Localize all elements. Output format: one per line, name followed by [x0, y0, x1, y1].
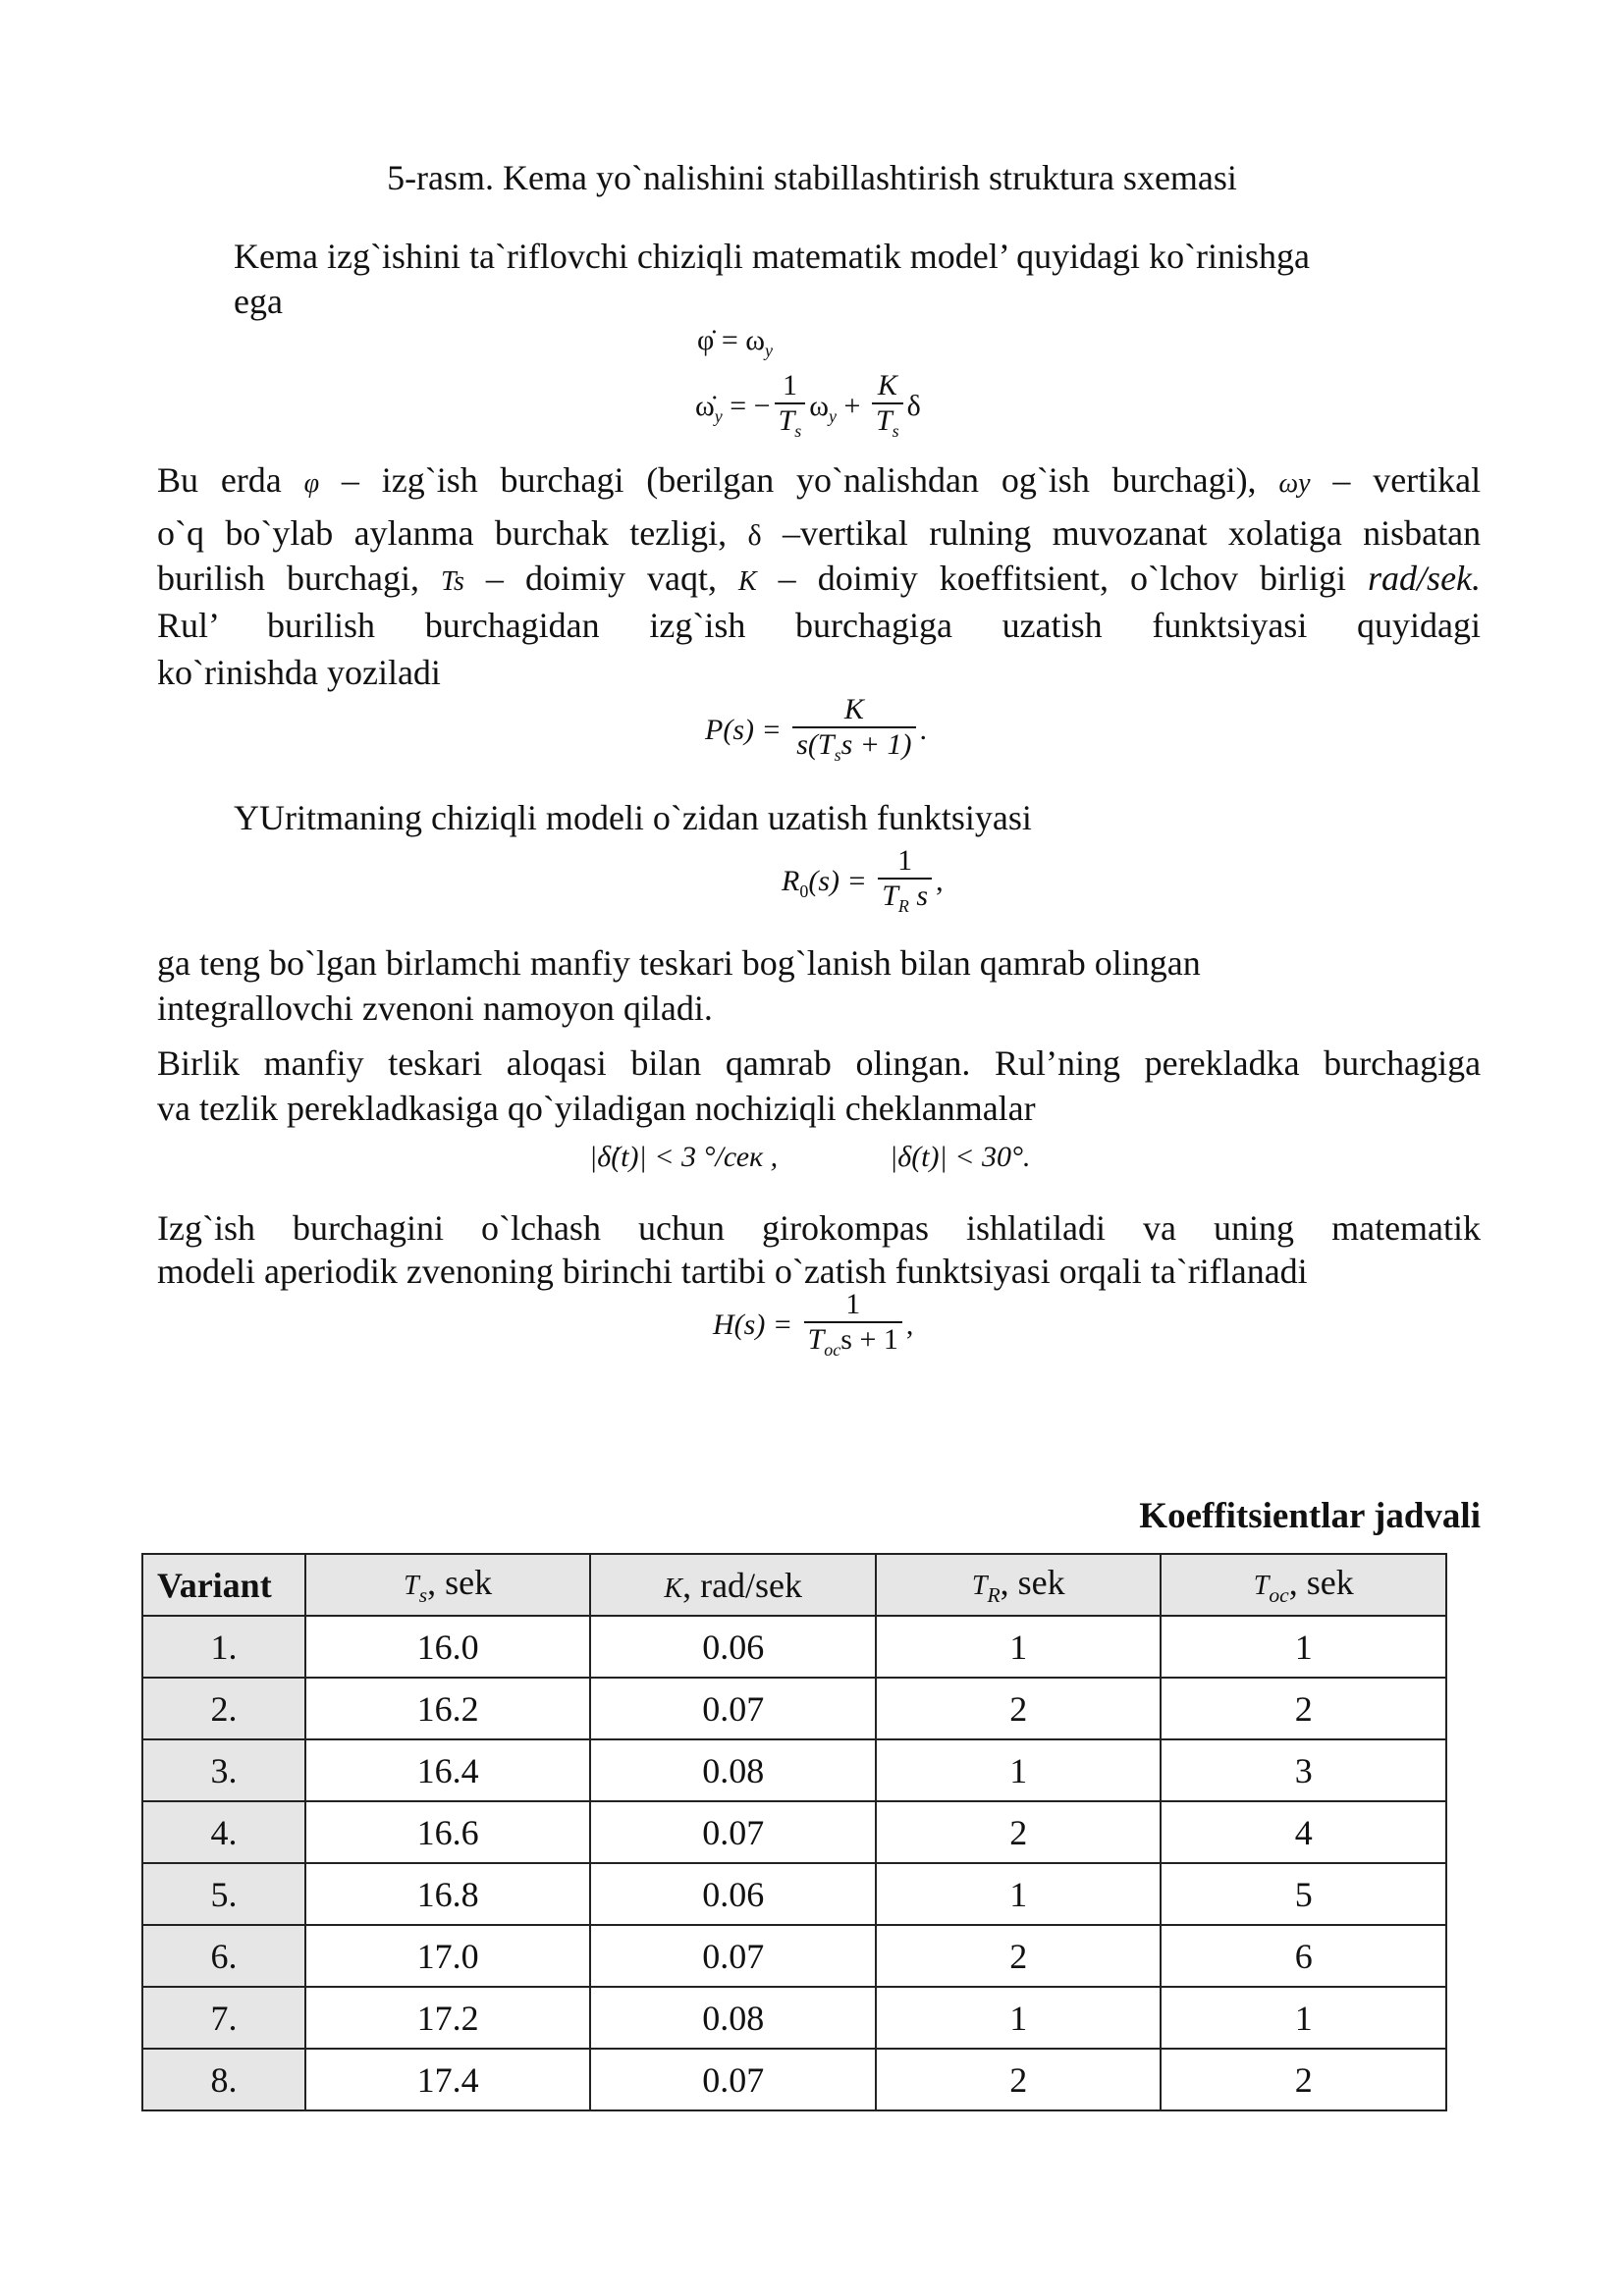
word: o`q [157, 513, 204, 553]
eq2-mid-sub: y [829, 405, 838, 426]
eq1-sub: y [764, 341, 773, 360]
eq3-den-tail: s + 1) [840, 728, 912, 761]
eq4-fraction [878, 844, 932, 923]
header-toc-sym: T [1253, 1570, 1270, 1601]
word: Rul’ [157, 606, 218, 645]
para1-line-3 [157, 556, 1481, 605]
word: Birlik [157, 1043, 241, 1083]
cell-variant: 8. [142, 2049, 305, 2110]
word: Izg`ish [157, 1208, 255, 1248]
eq2-tail: δ [906, 389, 921, 422]
cell-variant: 6. [142, 1925, 305, 1987]
table-row [142, 1863, 1446, 1925]
symbol-omega-y: ωy [1278, 468, 1311, 499]
cell-k: 0.08 [590, 1987, 876, 2049]
word: funktsiyasi [1152, 606, 1308, 645]
eq6-den-sub: oc [824, 1340, 841, 1360]
word: aylanma [353, 513, 474, 553]
eq2-f1-den: T [778, 404, 795, 437]
word: burchagiga [1324, 1043, 1482, 1083]
header-ts-sym: T [404, 1570, 419, 1601]
word: –vertikal [782, 513, 908, 553]
eq4-den-sub: R [897, 896, 909, 916]
para4-line-2: va tezlik perekladkasiga qo`yiladigan nochiziqli cheklanmalar [157, 1089, 1036, 1128]
eq2-plus: + [837, 389, 868, 422]
header-ts-unit: , sek [427, 1562, 493, 1602]
cell-variant: 2. [142, 1678, 305, 1739]
header-tr-sym: T [971, 1570, 988, 1601]
equation-h-of-s [713, 1288, 913, 1366]
word: yo`nalishdan [796, 460, 979, 500]
table-row [142, 1616, 1446, 1678]
word: Bu [157, 460, 199, 500]
word: doimiy [524, 559, 625, 598]
eq2-eq: = − [722, 389, 771, 422]
cell-tr: 2 [876, 1678, 1161, 1739]
cell-ts: 17.4 [305, 2049, 591, 2110]
cell-tr: 2 [876, 1925, 1161, 1987]
unit-rad-sek: rad/sek. [1368, 559, 1482, 598]
coefficients-table [141, 1553, 1447, 2111]
symbol-ts: Ts [441, 566, 464, 597]
para1-line-4 [157, 603, 1481, 648]
cell-tr: 1 [876, 1987, 1161, 2049]
cell-k: 0.06 [590, 1863, 876, 1925]
word: (berilgan [646, 460, 775, 500]
cell-ts: 16.8 [305, 1863, 591, 1925]
table-row [142, 1801, 1446, 1863]
equation-constraint-angle: |δ(t)| < 30°. [890, 1141, 1031, 1173]
word: og`ish [1001, 460, 1090, 500]
word: va [1143, 1208, 1177, 1248]
eq2-f1-den-sub: s [794, 421, 802, 441]
equation-omega-dot [695, 369, 921, 448]
equation-p-of-s [705, 693, 927, 772]
eq3-lhs: P(s) = [705, 713, 789, 746]
word: matematik [1331, 1208, 1482, 1248]
eq2-fraction-1 [775, 369, 806, 448]
eq3-end: . [919, 713, 928, 746]
cell-ts: 16.2 [305, 1678, 591, 1739]
header-k-unit: , rad/sek [682, 1565, 803, 1605]
cell-k: 0.07 [590, 2049, 876, 2110]
eq4-den-tail: s [908, 880, 929, 912]
word: tezligi, [629, 513, 728, 553]
symbol-k: K [737, 566, 757, 597]
word: – [778, 559, 796, 598]
cell-toc: 3 [1161, 1739, 1446, 1801]
word: bilan [630, 1043, 702, 1083]
table-row [142, 1987, 1446, 2049]
word: burchagi, [287, 559, 419, 598]
word: burchagiga [795, 606, 952, 645]
symbol-phi: φ [303, 468, 320, 499]
eq2-f1-num: 1 [782, 369, 797, 401]
word: girokompas [762, 1208, 929, 1248]
eq2-f2-den-sub: s [892, 421, 899, 441]
header-variant [142, 1554, 305, 1616]
word: burchagi [500, 460, 624, 500]
para1-line-2 [157, 510, 1481, 559]
cell-tr: 1 [876, 1616, 1161, 1678]
word: xolatiga [1227, 513, 1342, 553]
cell-k: 0.08 [590, 1739, 876, 1801]
word: – [1332, 460, 1351, 500]
word: uning [1214, 1208, 1295, 1248]
eq2-f2-den: T [875, 404, 893, 437]
word: olingan. [855, 1043, 971, 1083]
cell-tr: 2 [876, 1801, 1161, 1863]
header-tr [876, 1554, 1161, 1616]
table-row [142, 1925, 1446, 1987]
header-ts [305, 1554, 591, 1616]
word: quyidagi [1357, 606, 1481, 645]
eq4-lhs: R [782, 864, 800, 897]
eq3-fraction [792, 693, 915, 772]
table-row [142, 1678, 1446, 1739]
intro-line-1: Kema izg`ishini ta`riflovchi chiziqli matematik model’ quyidagi ko`rinishga [234, 237, 1311, 276]
eq3-den-sub: s [834, 745, 841, 765]
figure-caption: 5-rasm. Kema yo`nalishini stabillashtirish struktura sxemasi [387, 158, 1237, 197]
word: vaqt, [646, 559, 717, 598]
word: o`lchash [480, 1208, 601, 1248]
word: teskari [388, 1043, 483, 1083]
word: burchagini [293, 1208, 444, 1248]
eq3-num: K [843, 693, 864, 725]
cell-variant: 3. [142, 1739, 305, 1801]
eq2-lhs: ω̇ [695, 389, 715, 422]
word: – [485, 559, 504, 598]
cell-k: 0.07 [590, 1801, 876, 1863]
header-tr-sub: R [987, 1583, 1001, 1608]
word: burchak [494, 513, 609, 553]
cell-ts: 16.4 [305, 1739, 591, 1801]
eq3-den: s(T [796, 728, 835, 761]
header-variant-label: Variant [157, 1565, 272, 1605]
word: rulning [929, 513, 1032, 553]
eq6-end: , [905, 1308, 914, 1341]
word: birligi [1260, 559, 1347, 598]
word: muvozanat [1052, 513, 1208, 553]
word: burchagidan [424, 606, 600, 645]
eq6-num: 1 [845, 1288, 861, 1320]
cell-variant: 4. [142, 1801, 305, 1863]
eq6-fraction [804, 1288, 902, 1366]
cell-k: 0.07 [590, 1678, 876, 1739]
word: qamrab [725, 1043, 832, 1083]
word: doimiy [817, 559, 918, 598]
table-row [142, 1739, 1446, 1801]
cell-tr: 1 [876, 1863, 1161, 1925]
cell-toc: 1 [1161, 1987, 1446, 2049]
word: vertikal [1373, 460, 1482, 500]
eq2-lhs-sub: y [714, 405, 723, 426]
eq4-num: 1 [897, 844, 913, 877]
eq6-den-tail: s + 1 [840, 1323, 898, 1356]
word: burchagi), [1111, 460, 1257, 500]
word: perekladka [1144, 1043, 1300, 1083]
cell-tr: 2 [876, 2049, 1161, 2110]
cell-ts: 16.6 [305, 1801, 591, 1863]
word: izg`ish [381, 460, 478, 500]
word: izg`ish [649, 606, 746, 645]
cell-toc: 5 [1161, 1863, 1446, 1925]
eq1-lhs: φ̇ = ω [697, 324, 765, 356]
header-toc-unit: , sek [1288, 1562, 1354, 1602]
word: burilish [157, 559, 266, 598]
word: nisbatan [1363, 513, 1482, 553]
eq2-f2-num: K [877, 369, 897, 401]
cell-k: 0.06 [590, 1616, 876, 1678]
table-row [142, 2049, 1446, 2110]
eq4-lhs-tail: (s) = [808, 864, 875, 897]
table-title: Koeffitsientlar jadvali [1139, 1496, 1481, 1536]
table-header-row [142, 1554, 1446, 1616]
word: bo`ylab [225, 513, 334, 553]
symbol-delta: δ [747, 519, 762, 552]
cell-toc: 1 [1161, 1616, 1446, 1678]
cell-ts: 16.0 [305, 1616, 591, 1678]
cell-tr: 1 [876, 1739, 1161, 1801]
cell-toc: 6 [1161, 1925, 1446, 1987]
eq6-lhs: H(s) = [713, 1308, 800, 1341]
cell-variant: 7. [142, 1987, 305, 2049]
header-toc [1161, 1554, 1446, 1616]
word: ishlatiladi [966, 1208, 1106, 1248]
para1-line-5: ko`rinishda yoziladi [157, 653, 441, 692]
eq4-lhs-sub: 0 [799, 881, 809, 901]
cell-toc: 2 [1161, 1678, 1446, 1739]
cell-variant: 5. [142, 1863, 305, 1925]
equation-phi-dot [697, 324, 773, 361]
word: uzatish [1001, 606, 1103, 645]
cell-ts: 17.0 [305, 1925, 591, 1987]
word: burilish [267, 606, 376, 645]
header-k-sym: K [664, 1573, 683, 1604]
intro-line-2: ega [234, 282, 283, 321]
word: koeffitsient, [939, 559, 1110, 598]
para4-line-1 [157, 1041, 1481, 1086]
eq6-den: T [807, 1323, 825, 1356]
word: uchun [637, 1208, 725, 1248]
word: manfiy [263, 1043, 364, 1083]
word: aloqasi [506, 1043, 607, 1083]
word: – [341, 460, 359, 500]
cell-ts: 17.2 [305, 1987, 591, 2049]
para5-line-1 [157, 1205, 1481, 1251]
eq2-mid: ω [809, 389, 830, 422]
para5-line-2: modeli aperiodik zvenoning birinchi tartibi o`zatish funktsiyasi orqali ta`riflanadi [157, 1252, 1308, 1291]
cell-toc: 2 [1161, 2049, 1446, 2110]
cell-k: 0.07 [590, 1925, 876, 1987]
cell-variant: 1. [142, 1616, 305, 1678]
para1-line-1 [157, 457, 1481, 507]
eq4-end: , [936, 864, 944, 897]
word: Rul’ning [995, 1043, 1121, 1083]
eq4-den: T [882, 880, 898, 912]
cell-toc: 4 [1161, 1801, 1446, 1863]
para3-line-1: ga teng bo`lgan birlamchi manfiy teskari bog`lanish bilan qamrab olingan [157, 943, 1201, 983]
equation-r0-of-s [782, 844, 944, 923]
eq2-fraction-2 [872, 369, 903, 448]
equation-constraint-rate: |δ̇(t)| < 3 °/сек , [589, 1141, 779, 1173]
header-ts-sub: s [418, 1583, 428, 1608]
header-tr-unit: , sek [1000, 1562, 1065, 1602]
header-toc-sub: oc [1269, 1583, 1289, 1608]
header-k [590, 1554, 876, 1616]
para3-line-2: integrallovchi zvenoni namoyon qiladi. [157, 988, 713, 1028]
word: erda [220, 460, 282, 500]
word: o`lchov [1130, 559, 1239, 598]
para2: YUritmaning chiziqli modeli o`zidan uzatish funktsiyasi [234, 798, 1032, 837]
